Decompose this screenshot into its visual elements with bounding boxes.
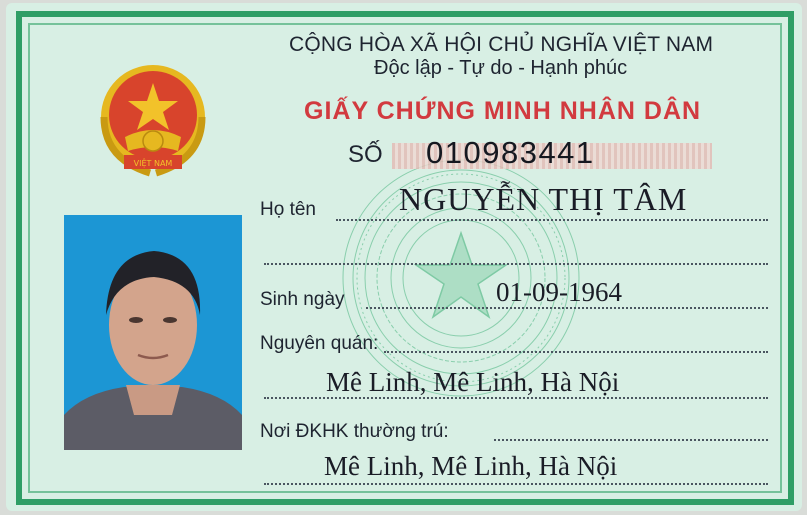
residence-value: Mê Linh, Mê Linh, Hà Nội [324,451,618,481]
name-value: NGUYỄN THỊ TÂM [399,181,688,217]
national-emblem-icon [90,59,216,185]
origin-value: Mê Linh, Mê Linh, Hà Nội [326,367,620,397]
country-name: CỘNG HÒA XÃ HỘI CHỦ NGHĨA VIỆT NAM [289,33,714,56]
name-label: Họ tên [260,199,316,220]
document-title: GIẤY CHỨNG MINH NHÂN DÂN [304,97,702,125]
dob-value: 01-09-1964 [496,277,622,307]
portrait-photo [64,215,242,450]
person-silhouette-icon [64,215,242,450]
id-number-value: 010983441 [426,135,595,170]
origin-label: Nguyên quán: [260,333,379,354]
residence-label: Nơi ĐKHK thường trú: [260,421,449,442]
national-motto: Độc lập - Tự do - Hạnh phúc [374,57,628,79]
emblem-label: VIỆT NAM [133,159,173,168]
dob-label: Sinh ngày [260,289,345,310]
id-number-label: SỐ [348,141,383,168]
id-card [6,3,802,511]
